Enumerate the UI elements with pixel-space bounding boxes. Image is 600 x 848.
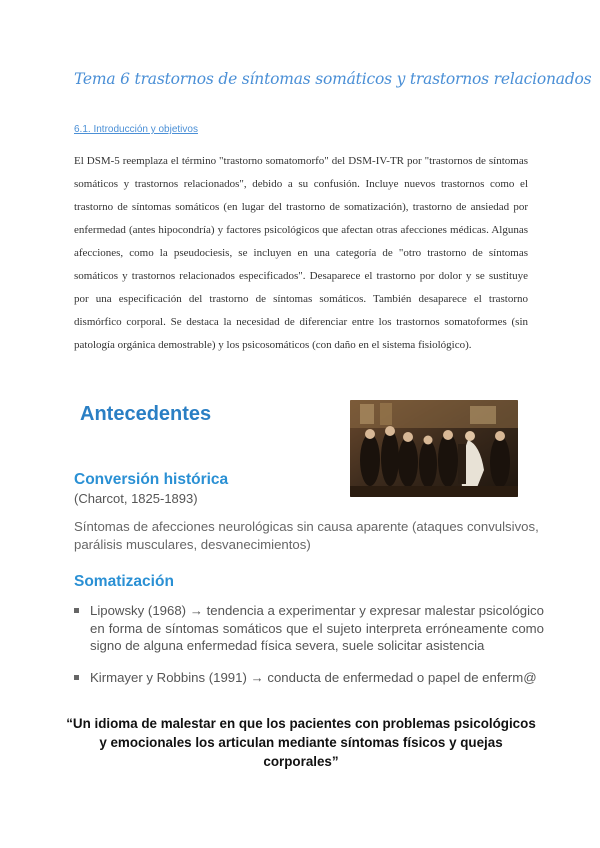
intro-paragraph: El DSM-5 reemplaza el término "trastorno somatomorfo" del DSM-IV-TR por "trastornos de síntomas somáticos y trastornos relacionados", debido a su confusión. Incluye nuevos trastornos como el trastorno de síntomas somáticos (en lugar del trastorno de somatización), trastorno de ansiedad por enfermedad (antes hipocondría) y factores psicológicos que afectan otras afecciones médicas. Algunas afecciones, como la pseudociesis, se incluyen en una categoría de "otro trastorno de síntomas somáticos y trastornos relacionados especificados". Desaparece el trastorno por dolor y se sustituye por una especificación del trastorno de síntomas somáticos. También desaparece el trastorno dismórfico corporal. Se destaca la necesidad de diferenciar entre los trastornos somatoformes (sin patología orgánica demostrable) y los psicosomáticos (con daño en el sistema fisiológico).: [74, 155, 528, 351]
charcot-lesson-painting: [350, 400, 518, 497]
somatizacion-heading: Somatización: [74, 573, 174, 590]
document-title: Tema 6 trastornos de síntomas somáticos y trastornos relacionados: [74, 70, 592, 88]
list-item-text: Lipowsky (1968) → tendencia a experimentar y expresar malestar psicológico en forma de síntomas somáticos que el sujeto interpreta erróneamente como signo de alguna enfermedad física severa, suele solicitar asistencia: [90, 603, 544, 653]
list-item: [74, 669, 544, 687]
list-item-text: Kirmayer y Robbins (1991) → conducta de enfermedad o papel de enferm@: [90, 669, 537, 685]
square-bullet-icon: [74, 608, 79, 613]
conversion-author: (Charcot, 1825-1893): [74, 491, 198, 506]
conversion-heading: Conversión histórica: [74, 471, 229, 488]
conversion-description: Síntomas de afecciones neurológicas sin causa aparente (ataques convulsivos, parálisis musculares, desvanecimientos): [74, 519, 539, 552]
section-heading: 6.1. Introducción y objetivos: [74, 124, 198, 135]
square-bullet-icon: [74, 675, 79, 680]
slide-heading: Antecedentes: [80, 403, 212, 425]
list-item: [74, 602, 544, 655]
somatizacion-list: [74, 602, 544, 686]
quote: “Un idioma de malestar en que los pacientes con problemas psicológicos y emocionales los articulan mediante síntomas físicos y quejas corporales”: [66, 716, 536, 769]
